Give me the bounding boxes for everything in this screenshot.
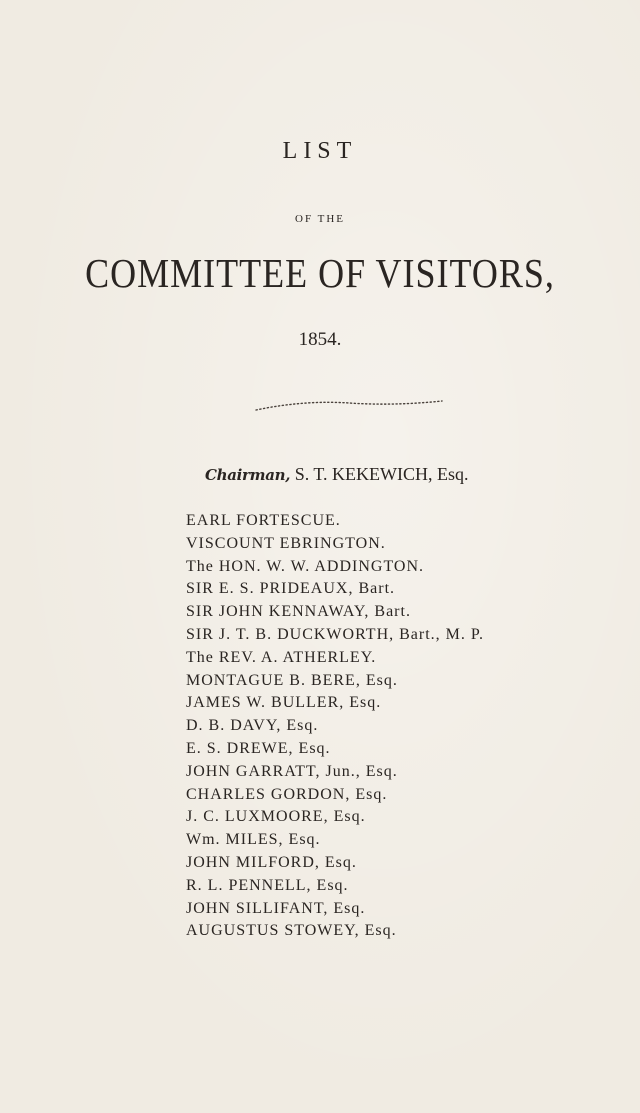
list-item: EARL FORTESCUE. (186, 512, 341, 529)
list-item: SIR J. T. B. DUCKWORTH, Bart., M. P. (186, 625, 485, 643)
list-item: JOHN MILFORD, Esq. (186, 853, 357, 871)
list-item: E. S. DREWE, Esq. (186, 739, 331, 757)
dotted-divider (254, 398, 444, 412)
chairman-line (205, 464, 469, 485)
list-item: Wm. MILES, Esq. (186, 831, 321, 849)
list-item: MONTAGUE B. BERE, Esq. (186, 671, 398, 689)
list-item: J. C. LUXMOORE, Esq. (186, 808, 366, 826)
chairman-label: Chairman, (205, 466, 291, 484)
list-item: The HON. W. W. ADDINGTON. (186, 557, 425, 575)
chairman-name: S. T. KEKEWICH, Esq. (294, 464, 469, 484)
page-title: COMMITTEE OF VISITORS, (85, 250, 555, 296)
list-item: JOHN GARRATT, Jun., Esq. (186, 762, 398, 780)
heading-of-the: OF THE (295, 213, 345, 225)
list-item: SIR E. S. PRIDEAUX, Bart. (186, 580, 396, 598)
list-item: VISCOUNT EBRINGTON. (186, 534, 386, 552)
member-list (186, 510, 484, 943)
list-item: JOHN SILLIFANT, Esq. (186, 899, 366, 917)
heading-list: LIST (282, 138, 358, 164)
list-item: AUGUSTUS STOWEY, Esq. (186, 922, 397, 940)
list-item: R. L. PENNELL, Esq. (186, 876, 349, 894)
list-item: JAMES W. BULLER, Esq. (186, 694, 382, 712)
list-item: D. B. DAVY, Esq. (186, 717, 319, 735)
heading-year: 1854. (298, 329, 342, 350)
list-item: SIR JOHN KENNAWAY, Bart. (186, 603, 411, 621)
list-item: CHARLES GORDON, Esq. (186, 785, 388, 803)
list-item: The REV. A. ATHERLEY. (186, 648, 377, 666)
